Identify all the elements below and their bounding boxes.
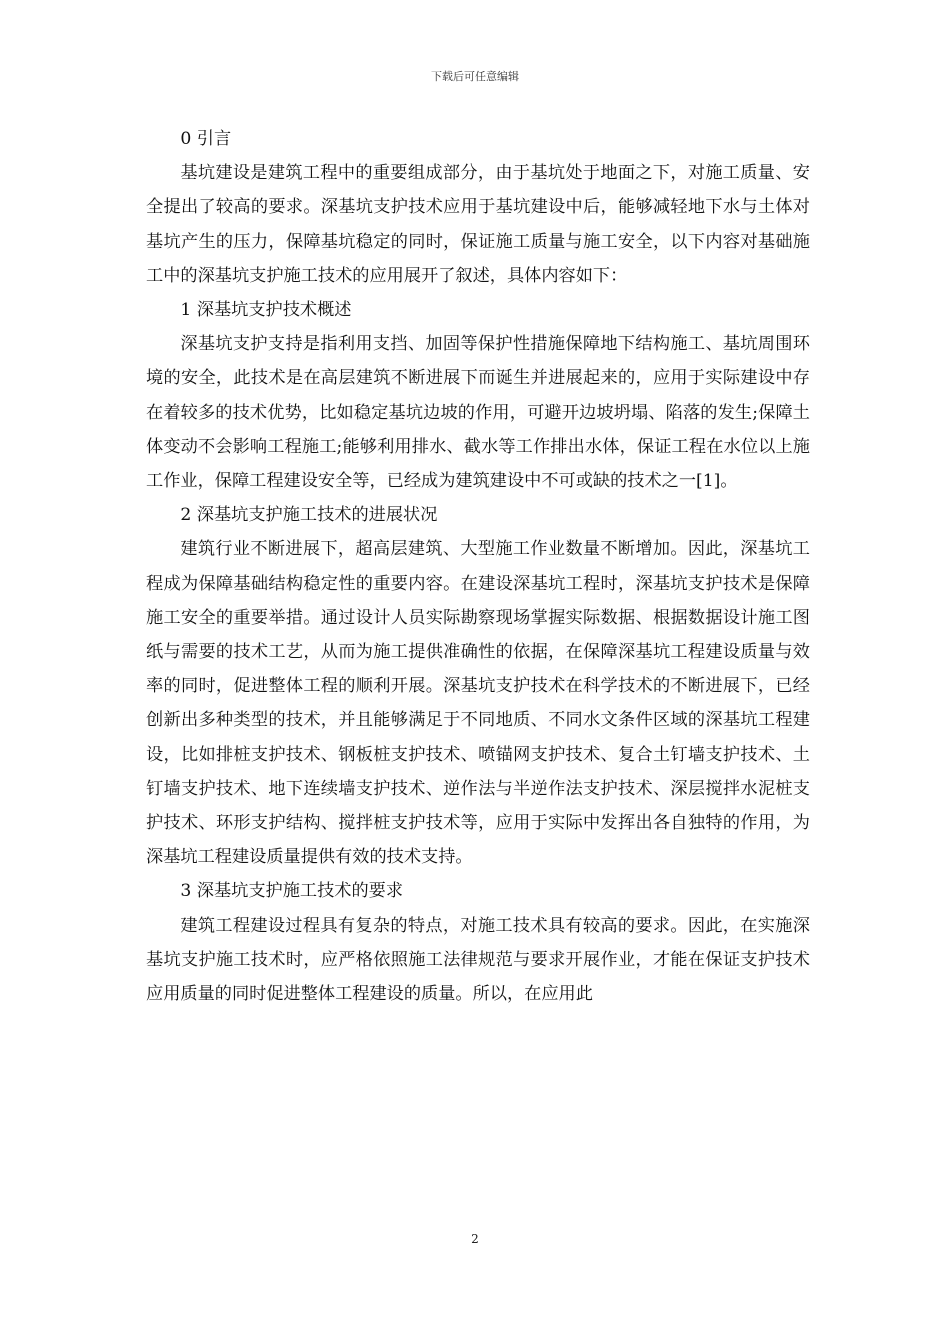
paragraph-section-2: 建筑行业不断进展下，超高层建筑、大型施工作业数量不断增加。因此，深基坑工程成为保障基础结构稳定性的重要内容。在建设深基坑工程时，深基坑支护技术是保障施工安全的重要举措。通过设计人员实际勘察现场掌握实际数据、根据数据设计施工图纸与需要的技术工艺，从而为施工提供准确性的依据，在保障深基坑工程建设质量与效率的同时，促进整体工程的顺利开展。深基坑支护技术在科学技术的不断进展下，已经创新出多种类型的技术，并且能够满足于不同地质、不同水文条件区域的深基坑工程建设，比如排桩支护技术、钢板桩支护技术、喷锚网支护技术、复合土钉墙支护技术、土钉墙支护技术、地下连续墙支护技术、逆作法与半逆作法支护技术、深层搅拌水泥桩支护技术、环形支护结构、搅拌桩支护技术等，应用于实际中发挥出各自独特的作用，为深基坑工程建设质量提供有效的技术支持。: [146, 539, 810, 868]
section-heading-3: 3 深基坑支护施工技术的要求: [180, 881, 404, 902]
section-heading-1: 1 深基坑支护技术概述: [180, 300, 352, 321]
paragraph-section-1: 深基坑支护支持是指利用支挡、加固等保护性措施保障地下结构施工、基坑周围环境的安全，此技术是在高层建筑不断进展下而诞生并进展起来的，应用于实际建设中存在着较多的技术优势，比如稳定基坑边坡的作用，可避开边坡坍塌、陷落的发生;保障土体变动不会影响工程施工;能够利用排水、截水等工作排出水体，保证工程在水位以上施工作业，保障工程建设安全等，已经成为建筑建设中不可或缺的技术之一[1]。: [146, 334, 810, 492]
section-heading-intro: 0 引言: [180, 129, 232, 149]
paragraph-intro: 基坑建设是建筑工程中的重要组成部分，由于基坑处于地面之下，对施工质量、安全提出了较高的要求。深基坑支护技术应用于基坑建设中后，能够减轻地下水与土体对基坑产生的压力，保障基坑稳定的同时，保证施工质量与施工安全，以下内容对基础施工中的深基坑支护施工技术的应用展开了叙述，具体内容如下：: [146, 163, 810, 286]
paragraph-section-3: 建筑工程建设过程具有复杂的特点，对施工技术具有较高的要求。因此，在实施深基坑支护施工技术时，应严格依照施工法律规范与要求开展作业，才能在保证支护技术应用质量的同时促进整体工程建设的质量。所以，在应用此: [146, 915, 810, 1005]
document-body: [146, 122, 810, 1011]
page-header: 下载后可任意编辑: [431, 70, 519, 83]
section-heading-2: 2 深基坑支护施工技术的进展状况: [180, 505, 438, 526]
page-number: 2: [471, 1232, 479, 1246]
